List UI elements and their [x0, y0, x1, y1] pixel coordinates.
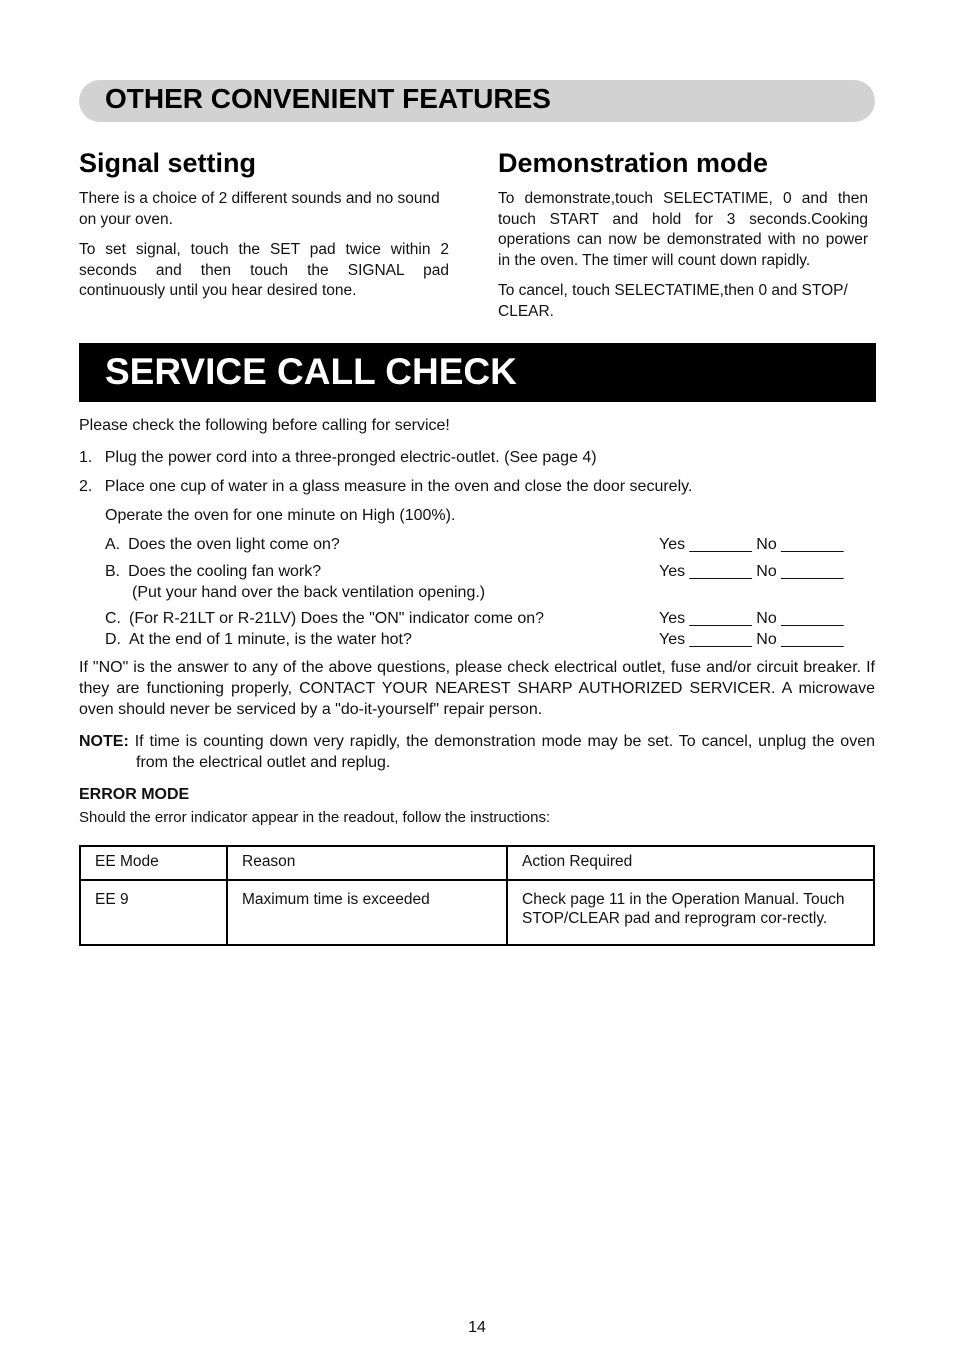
error-mode-subtitle: Should the error indicator appear in the readout, follow the instructions: [79, 809, 551, 826]
service-call-title: SERVICE CALL CHECK [105, 351, 517, 392]
service-step-2-operate: Operate the oven for one minute on High (100%). [105, 507, 456, 524]
note-label: NOTE: [79, 733, 129, 750]
other-features-banner [79, 80, 875, 122]
service-intro: Please check the following before calling for service! [79, 417, 450, 434]
check-d-answer: Yes _______ No _______ [659, 631, 844, 648]
error-table-cell-mode: EE 9 [80, 880, 227, 945]
service-step-2: 2. Place one cup of water in a glass measure in the oven and close the door securely. [79, 478, 693, 495]
if-no-paragraph: If "NO" is the answer to any of the above questions, please check electrical outlet, fuse and/or circuit breaker. If they are functioning properly, CONTACT YOUR NEAREST SHARP AUTHORIZED SERVICER. A microwave oven should never be serviced by a "do-it-yourself" repair person. [79, 659, 875, 718]
signal-setting-p2: To set signal, touch the SET pad twice within 2 seconds and then touch the SIGNAL pad continuously until you hear desired tone. [79, 241, 449, 299]
demonstration-mode-section [498, 148, 868, 332]
service-step-1: 1. Plug the power cord into a three-pronged electric-outlet. (See page 4) [79, 449, 597, 466]
check-c-answer: Yes _______ No _______ [659, 610, 844, 627]
check-a-answer: Yes _______ No _______ [659, 536, 844, 553]
table-row [80, 880, 874, 945]
error-table-header-row [80, 846, 874, 880]
error-table-header-mode: EE Mode [80, 846, 227, 880]
error-mode-table [79, 845, 875, 946]
check-b-note: (Put your hand over the back ventilation opening.) [132, 584, 486, 601]
check-b-answer: Yes _______ No _______ [659, 563, 844, 580]
other-features-title: OTHER CONVENIENT FEATURES [105, 83, 551, 114]
signal-setting-section [79, 148, 449, 312]
service-call-banner [79, 343, 876, 402]
note-paragraph [79, 731, 875, 773]
check-c-label: C. (For R-21LT or R-21LV) Does the "ON" indicator come on? [105, 610, 545, 627]
demonstration-mode-heading: Demonstration mode [498, 148, 769, 178]
error-mode-title: ERROR MODE [79, 786, 190, 803]
check-a-label: A. Does the oven light come on? [105, 536, 340, 553]
note-text: If time is counting down very rapidly, the demonstration mode may be set. To cancel, unplug the oven from the electrical outlet and replug. [128, 733, 875, 771]
check-b-label: B. Does the cooling fan work? [105, 563, 322, 580]
page-number: 14 [468, 1319, 486, 1336]
error-table-cell-reason: Maximum time is exceeded [227, 880, 507, 945]
demonstration-mode-p2: To cancel, touch SELECTATIME,then 0 and STOP/ CLEAR. [498, 282, 848, 320]
check-d-label: D. At the end of 1 minute, is the water hot? [105, 631, 412, 648]
error-table-header-action: Action Required [507, 846, 874, 880]
signal-setting-heading: Signal setting [79, 148, 257, 178]
signal-setting-p1: There is a choice of 2 different sounds and no sound on your oven. [79, 190, 440, 228]
error-table-header-reason: Reason [227, 846, 507, 880]
demonstration-mode-p1: To demonstrate,touch SELECTATIME, 0 and then touch START and hold for 3 seconds.Cooking operations can now be demonstrated with no power in the oven. The timer will count down rapidly. [498, 190, 868, 269]
error-table-cell-action: Check page 11 in the Operation Manual. Touch STOP/CLEAR pad and reprogram cor-rectly. [507, 880, 874, 945]
